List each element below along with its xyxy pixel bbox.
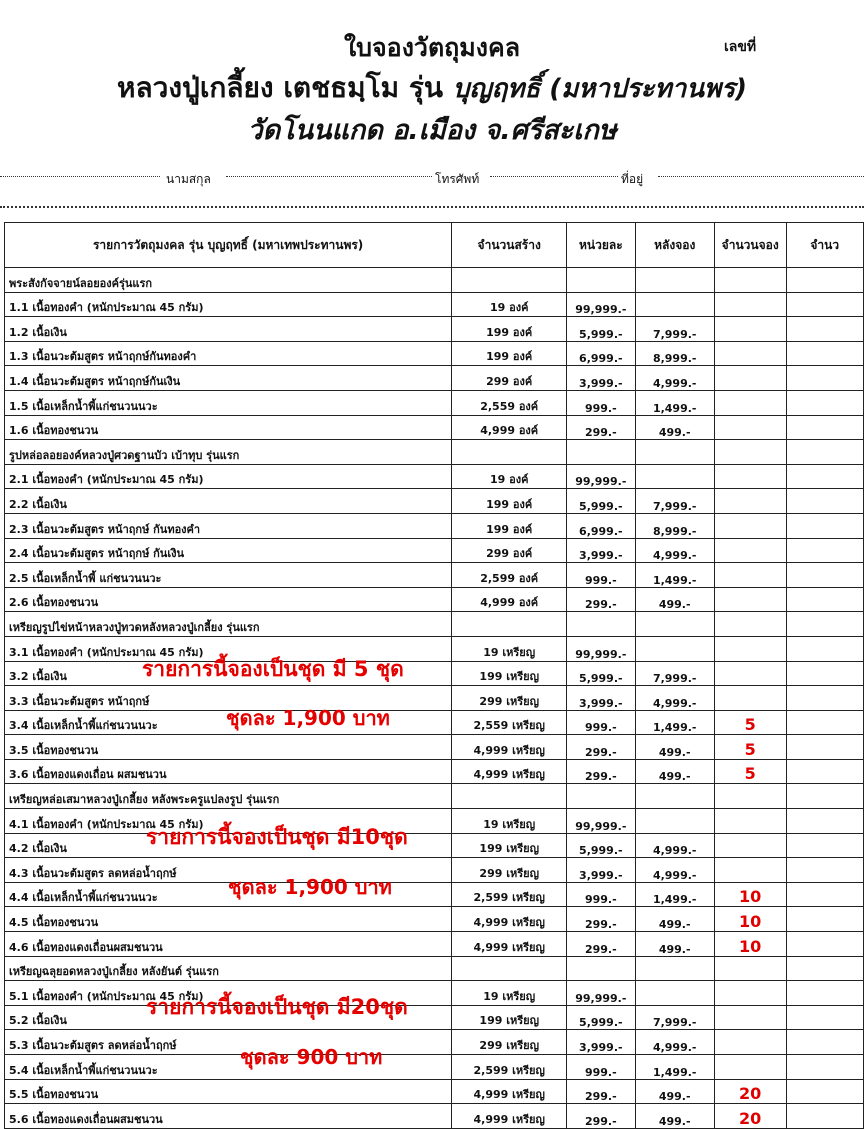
made-cell: 299 เหรียญ [452, 858, 567, 883]
made-cell [452, 784, 567, 809]
address-field[interactable] [658, 176, 864, 177]
header-made: จำนวนสร้าง [452, 223, 567, 268]
price-cell: 99,999.- [567, 292, 635, 317]
name-field[interactable] [226, 176, 432, 177]
item-cell: 4.5 เนื้อทองชนวน [5, 907, 452, 932]
reserve-qty-cell[interactable] [714, 415, 786, 440]
price-cell: 5,999.- [567, 489, 635, 514]
extra-cell [786, 563, 864, 588]
table-row [5, 489, 864, 514]
after-price-cell: 4,999.- [635, 366, 714, 391]
after-price-cell [635, 784, 714, 809]
reserve-qty-cell[interactable] [714, 538, 786, 563]
set1-note: รายการนี้จองเป็นชุด มี 5 ชุด [142, 657, 404, 681]
table-row [5, 292, 864, 317]
table-row [5, 1104, 864, 1129]
price-cell [567, 268, 635, 293]
made-cell: 4,999 องค์ [452, 415, 567, 440]
table-row [5, 1005, 864, 1030]
price-cell: 3,999.- [567, 366, 635, 391]
extra-cell [786, 366, 864, 391]
made-cell: 2,559 เหรียญ [452, 710, 567, 735]
price-cell: 299.- [567, 759, 635, 784]
made-cell: 299 เหรียญ [452, 686, 567, 711]
reserve-qty-cell[interactable] [714, 833, 786, 858]
made-cell: 199 เหรียญ [452, 661, 567, 686]
item-cell: 2.4 เนื้อนวะต้มสูตร หน้าฤกษ์ กันเงิน [5, 538, 452, 563]
reserve-qty-cell[interactable] [714, 317, 786, 342]
after-price-cell: 4,999.- [635, 1030, 714, 1055]
reserve-qty-cell[interactable]: 20 [714, 1104, 786, 1129]
after-price-cell [635, 981, 714, 1006]
after-price-cell: 1,499.- [635, 710, 714, 735]
reserve-qty-cell[interactable] [714, 268, 786, 293]
after-price-cell [635, 292, 714, 317]
extra-cell [786, 784, 864, 809]
header-price: หน่วยละ [567, 223, 635, 268]
extra-cell [786, 956, 864, 981]
price-cell: 299.- [567, 1079, 635, 1104]
price-cell: 999.- [567, 882, 635, 907]
reserve-qty-cell[interactable]: 5 [714, 735, 786, 760]
item-cell: 4.6 เนื้อทองแดงเถื่อนผสมชนวน [5, 932, 452, 957]
after-price-cell: 4,999.- [635, 858, 714, 883]
table-row [5, 759, 864, 784]
item-cell: 5.1 เนื้อทองคำ (หนักประมาณ 45 กรัม) [5, 981, 452, 1006]
amulet-order-table [4, 222, 864, 1129]
reserve-qty-cell[interactable] [714, 981, 786, 1006]
series-main-text: หลวงปู่เกลี้ยง เตชธมฺโม รุ่น [117, 71, 444, 104]
after-price-cell: 4,999.- [635, 686, 714, 711]
made-cell: 2,599 เหรียญ [452, 882, 567, 907]
group-header-row [5, 956, 864, 981]
extra-cell [786, 1079, 864, 1104]
after-price-cell [635, 809, 714, 834]
after-price-cell [635, 268, 714, 293]
made-cell: 19 เหรียญ [452, 809, 567, 834]
table-row [5, 390, 864, 415]
made-cell: 4,999 เหรียญ [452, 907, 567, 932]
form-title: ใบจองวัตถุมงคล [343, 33, 521, 62]
after-price-cell [635, 440, 714, 465]
price-cell: 99,999.- [567, 981, 635, 1006]
price-cell: 299.- [567, 735, 635, 760]
price-cell: 299.- [567, 587, 635, 612]
group-header-row [5, 268, 864, 293]
reserve-qty-cell[interactable] [714, 440, 786, 465]
made-cell: 199 องค์ [452, 513, 567, 538]
made-cell: 19 เหรียญ [452, 981, 567, 1006]
price-cell: 5,999.- [567, 833, 635, 858]
after-price-cell [635, 636, 714, 661]
document-number-label: เลขที่ [724, 39, 757, 55]
price-cell: 999.- [567, 563, 635, 588]
item-cell: 5.5 เนื้อทองชนวน [5, 1079, 452, 1104]
price-cell [567, 440, 635, 465]
table-row [5, 735, 864, 760]
extra-cell [786, 440, 864, 465]
after-price-cell: 4,999.- [635, 538, 714, 563]
table-row [5, 932, 864, 957]
made-cell [452, 268, 567, 293]
price-cell: 5,999.- [567, 661, 635, 686]
item-cell: 1.2 เนื้อเงิน [5, 317, 452, 342]
amulet-series-title [0, 66, 864, 110]
made-cell: 19 เหรียญ [452, 636, 567, 661]
set2-price-note: ชุดละ 1,900 บาท [228, 875, 392, 899]
table-row [5, 907, 864, 932]
item-cell: 4.2 เนื้อเงิน [5, 833, 452, 858]
reserve-qty-cell[interactable] [714, 489, 786, 514]
reserve-qty-cell[interactable] [714, 1005, 786, 1030]
name-field-label: นามสกุล [166, 172, 211, 186]
price-cell: 3,999.- [567, 858, 635, 883]
extra-cell [786, 268, 864, 293]
extra-cell [786, 612, 864, 637]
extra-cell [786, 1055, 864, 1080]
table-row [5, 809, 864, 834]
table-row [5, 366, 864, 391]
series-italic-text: บุญฤทธิ์ (มหาประทานพร) [452, 74, 747, 104]
made-cell: 2,599 องค์ [452, 563, 567, 588]
after-price-cell: 1,499.- [635, 563, 714, 588]
reserve-qty-cell[interactable] [714, 341, 786, 366]
made-cell [452, 440, 567, 465]
made-cell: 4,999 เหรียญ [452, 1079, 567, 1104]
phone-field[interactable] [490, 176, 618, 177]
item-cell: 2.6 เนื้อทองชนวน [5, 587, 452, 612]
table-row [5, 981, 864, 1006]
price-cell [567, 956, 635, 981]
price-cell [567, 612, 635, 637]
table-row [5, 1055, 864, 1080]
table-row [5, 710, 864, 735]
reserve-qty-cell[interactable] [714, 809, 786, 834]
extra-cell [786, 464, 864, 489]
item-cell: 3.1 เนื้อทองคำ (หนักประมาณ 45 กรัม) [5, 636, 452, 661]
made-cell [452, 956, 567, 981]
extra-cell [786, 858, 864, 883]
extra-cell [786, 538, 864, 563]
made-cell: 2,559 องค์ [452, 390, 567, 415]
group-header-row [5, 612, 864, 637]
price-cell: 6,999.- [567, 341, 635, 366]
table-row [5, 464, 864, 489]
after-price-cell: 8,999.- [635, 341, 714, 366]
extra-cell [786, 882, 864, 907]
table-row [5, 661, 864, 686]
reserve-qty-cell[interactable]: 10 [714, 907, 786, 932]
extra-cell [786, 710, 864, 735]
after-price-cell [635, 464, 714, 489]
reserve-qty-cell[interactable]: 5 [714, 710, 786, 735]
made-cell: 19 องค์ [452, 292, 567, 317]
extra-cell [786, 735, 864, 760]
price-cell: 999.- [567, 710, 635, 735]
item-cell: 4.1 เนื้อทองคำ (หนักประมาณ 45 กรัม) [5, 809, 452, 834]
made-cell: 199 เหรียญ [452, 1005, 567, 1030]
table-row [5, 317, 864, 342]
header-qty: จำนวนจอง [714, 223, 786, 268]
name-dotted-line-left [0, 176, 160, 177]
table-row [5, 686, 864, 711]
after-price-cell: 499.- [635, 759, 714, 784]
made-cell: 2,599 เหรียญ [452, 1055, 567, 1080]
reserve-qty-cell[interactable]: 10 [714, 932, 786, 957]
made-cell: 299 องค์ [452, 366, 567, 391]
item-cell: เหรียญรูปไข่หน้าหลวงปู่ทวดหลังหลวงปู่เกลี้ยง รุ่นแรก [5, 612, 452, 637]
extra-cell [786, 415, 864, 440]
item-cell: 5.6 เนื้อทองแดงเถื่อนผสมชนวน [5, 1104, 452, 1129]
divider [0, 206, 864, 208]
table-row [5, 858, 864, 883]
extra-cell [786, 1005, 864, 1030]
price-cell: 3,999.- [567, 686, 635, 711]
extra-cell [786, 390, 864, 415]
reserve-qty-cell[interactable]: 5 [714, 759, 786, 784]
item-cell: 5.4 เนื้อเหล็กน้ำพี้แก่ชนวนนวะ [5, 1055, 452, 1080]
after-price-cell: 7,999.- [635, 317, 714, 342]
made-cell: 4,999 เหรียญ [452, 1104, 567, 1129]
item-cell: 3.5 เนื้อทองชนวน [5, 735, 452, 760]
item-cell: 2.2 เนื้อเงิน [5, 489, 452, 514]
item-cell: 4.3 เนื้อนวะต้มสูตร ลดหล่อน้ำฤกษ์ [5, 858, 452, 883]
price-cell: 5,999.- [567, 1005, 635, 1030]
extra-cell [786, 809, 864, 834]
reserve-qty-cell[interactable] [714, 956, 786, 981]
reserve-qty-cell[interactable] [714, 513, 786, 538]
item-cell: เหรียญฉลุยอดหลวงปู่เกลี้ยง หลังยันต์ รุ่นแรก [5, 956, 452, 981]
price-cell: 99,999.- [567, 809, 635, 834]
made-cell: 199 องค์ [452, 317, 567, 342]
after-price-cell: 499.- [635, 735, 714, 760]
set3-price-note: ชุดละ 900 บาท [240, 1045, 383, 1069]
price-cell: 299.- [567, 932, 635, 957]
made-cell: 299 เหรียญ [452, 1030, 567, 1055]
item-cell: 1.1 เนื้อทองคำ (หนักประมาณ 45 กรัม) [5, 292, 452, 317]
made-cell: 199 องค์ [452, 341, 567, 366]
made-cell: 4,999 เหรียญ [452, 759, 567, 784]
after-price-cell: 499.- [635, 1104, 714, 1129]
item-cell: 1.4 เนื้อนวะต้มสูตร หน้าฤกษ์กันเงิน [5, 366, 452, 391]
reserve-qty-cell[interactable] [714, 587, 786, 612]
item-cell: เหรียญหล่อเสมาหลวงปู่เกลี้ยง หลังพระครูแปลงรูป รุ่นแรก [5, 784, 452, 809]
reserve-qty-cell[interactable] [714, 1055, 786, 1080]
set1-price-note: ชุดละ 1,900 บาท [226, 706, 390, 730]
table-row [5, 563, 864, 588]
item-cell: 2.5 เนื้อเหล็กน้ำพี้ แก่ชนวนนวะ [5, 563, 452, 588]
reserve-qty-cell[interactable] [714, 858, 786, 883]
item-cell: 1.6 เนื้อทองชนวน [5, 415, 452, 440]
phone-field-label: โทรศัพท์ [435, 172, 480, 186]
after-price-cell [635, 612, 714, 637]
price-cell: 6,999.- [567, 513, 635, 538]
made-cell: 199 องค์ [452, 489, 567, 514]
after-price-cell: 1,499.- [635, 882, 714, 907]
header-after: หลังจอง [635, 223, 714, 268]
price-cell: 3,999.- [567, 1030, 635, 1055]
after-price-cell: 1,499.- [635, 1055, 714, 1080]
reserve-qty-cell[interactable] [714, 366, 786, 391]
made-cell: 19 องค์ [452, 464, 567, 489]
made-cell: 4,999 เหรียญ [452, 932, 567, 957]
price-cell: 99,999.- [567, 636, 635, 661]
after-price-cell: 499.- [635, 587, 714, 612]
extra-cell [786, 513, 864, 538]
table-row [5, 513, 864, 538]
price-cell: 299.- [567, 1104, 635, 1129]
extra-cell [786, 907, 864, 932]
table-row [5, 415, 864, 440]
after-price-cell: 7,999.- [635, 489, 714, 514]
address-field-label: ที่อยู่ [621, 172, 644, 186]
item-cell: 3.4 เนื้อเหล็กน้ำพี้แก่ชนวนนวะ [5, 710, 452, 735]
price-cell: 299.- [567, 907, 635, 932]
item-cell: 5.2 เนื้อเงิน [5, 1005, 452, 1030]
extra-cell [786, 981, 864, 1006]
made-cell: 199 เหรียญ [452, 833, 567, 858]
header-item: รายการวัตถุมงคล รุ่น บุญฤทธิ์ (มหาเทพประทานพร) [5, 223, 452, 268]
price-cell: 299.- [567, 415, 635, 440]
after-price-cell [635, 956, 714, 981]
header-extra: จำนว [786, 223, 864, 268]
after-price-cell: 499.- [635, 1079, 714, 1104]
extra-cell [786, 636, 864, 661]
extra-cell [786, 341, 864, 366]
table-row [5, 538, 864, 563]
table-row [5, 1079, 864, 1104]
item-cell: 3.6 เนื้อทองแดงเถื่อน ผสมชนวน [5, 759, 452, 784]
table-row [5, 1030, 864, 1055]
extra-cell [786, 1104, 864, 1129]
after-price-cell: 499.- [635, 907, 714, 932]
extra-cell [786, 317, 864, 342]
extra-cell [786, 1030, 864, 1055]
item-cell: 2.3 เนื้อนวะต้มสูตร หน้าฤกษ์ กันทองคำ [5, 513, 452, 538]
group-header-row [5, 440, 864, 465]
reserve-qty-cell[interactable] [714, 390, 786, 415]
reserve-qty-cell[interactable] [714, 661, 786, 686]
reserve-qty-cell[interactable] [714, 1030, 786, 1055]
group-header-row [5, 784, 864, 809]
temple-location: วัดโนนแกด อ.เมือง จ.ศรีสะเกษ [247, 115, 617, 146]
item-cell: พระสังกัจจายน์ลอยองค์รุ่นแรก [5, 268, 452, 293]
price-cell: 3,999.- [567, 538, 635, 563]
item-cell: 2.1 เนื้อทองคำ (หนักประมาณ 45 กรัม) [5, 464, 452, 489]
price-cell [567, 784, 635, 809]
reserve-qty-cell[interactable] [714, 686, 786, 711]
table-row [5, 587, 864, 612]
item-cell: 1.5 เนื้อเหล็กน้ำพี้แก่ชนวนนวะ [5, 390, 452, 415]
extra-cell [786, 587, 864, 612]
made-cell: 4,999 เหรียญ [452, 735, 567, 760]
after-price-cell: 8,999.- [635, 513, 714, 538]
item-cell: 3.3 เนื้อนวะต้มสูตร หน้าฤกษ์ [5, 686, 452, 711]
extra-cell [786, 686, 864, 711]
table-row [5, 341, 864, 366]
item-cell: รูปหล่อลอยองค์หลวงปู่ศวดฐานบัว เบ้าทุบ รุ่นแรก [5, 440, 452, 465]
extra-cell [786, 932, 864, 957]
after-price-cell: 4,999.- [635, 833, 714, 858]
extra-cell [786, 292, 864, 317]
reserve-qty-cell[interactable] [714, 612, 786, 637]
table-header-row [5, 223, 864, 268]
reserve-qty-cell[interactable]: 10 [714, 882, 786, 907]
after-price-cell: 7,999.- [635, 661, 714, 686]
item-cell: 4.4 เนื้อเหล็กน้ำพี้แก่ชนวนนวะ [5, 882, 452, 907]
extra-cell [786, 661, 864, 686]
price-cell: 99,999.- [567, 464, 635, 489]
item-cell: 1.3 เนื้อนวะต้มสูตร หน้าฤกษ์กันทองคำ [5, 341, 452, 366]
set2-note: รายการนี้จองเป็นชุด มี10ชุด [146, 825, 408, 849]
after-price-cell: 7,999.- [635, 1005, 714, 1030]
reserve-qty-cell[interactable] [714, 636, 786, 661]
price-cell: 5,999.- [567, 317, 635, 342]
after-price-cell: 1,499.- [635, 390, 714, 415]
table-row [5, 882, 864, 907]
reserve-qty-cell[interactable] [714, 563, 786, 588]
set3-note: รายการนี้จองเป็นชุด มี20ชุด [146, 995, 408, 1019]
reserve-qty-cell[interactable] [714, 292, 786, 317]
table-row [5, 833, 864, 858]
price-cell: 999.- [567, 390, 635, 415]
extra-cell [786, 759, 864, 784]
reserve-qty-cell[interactable]: 20 [714, 1079, 786, 1104]
item-cell: 5.3 เนื้อนวะต้มสูตร ลดหล่อน้ำฤกษ์ [5, 1030, 452, 1055]
extra-cell [786, 833, 864, 858]
made-cell: 4,999 องค์ [452, 587, 567, 612]
after-price-cell: 499.- [635, 415, 714, 440]
item-cell: 3.2 เนื้อเงิน [5, 661, 452, 686]
after-price-cell: 499.- [635, 932, 714, 957]
extra-cell [786, 489, 864, 514]
reserve-qty-cell[interactable] [714, 464, 786, 489]
price-cell: 999.- [567, 1055, 635, 1080]
reserve-qty-cell[interactable] [714, 784, 786, 809]
made-cell [452, 612, 567, 637]
made-cell: 299 องค์ [452, 538, 567, 563]
table-row [5, 636, 864, 661]
